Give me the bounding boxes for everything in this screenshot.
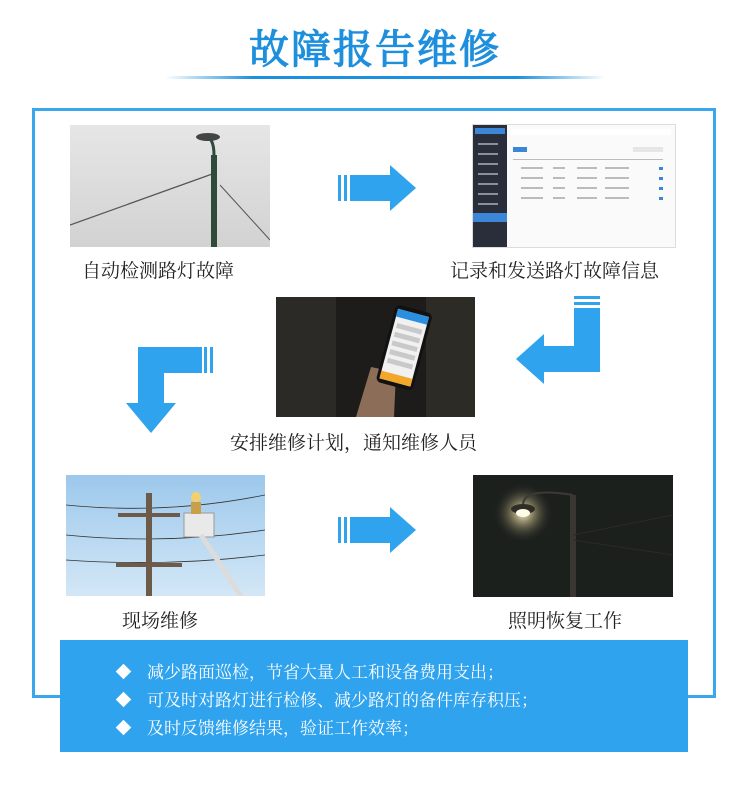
summary-item: 减少路面巡检，节省大量人工和设备费用支出； <box>118 658 504 683</box>
summary-item: 及时反馈维修结果，验证工作效率； <box>118 714 419 739</box>
dashboard-screenshot <box>472 124 676 248</box>
title-underline <box>165 76 605 79</box>
left-down-arrow-icon <box>126 343 216 435</box>
diamond-bullet-icon <box>116 719 132 735</box>
step-1-caption: 自动检测路灯故障 <box>82 260 235 282</box>
phone-photo <box>276 297 475 417</box>
step-3-caption: 安排维修计划，通知维修人员 <box>230 432 478 454</box>
repair-photo <box>66 475 265 596</box>
street-lamp-photo <box>70 125 270 247</box>
step-2-caption: 记录和发送路灯故障信息 <box>450 260 660 282</box>
summary-item: 可及时对路灯进行检修、减少路灯的备件库存积压； <box>118 686 538 711</box>
step-4-caption: 现场维修 <box>122 610 199 632</box>
lit-lamp-photo <box>473 475 673 597</box>
diamond-bullet-icon <box>116 663 132 679</box>
right-arrow-icon <box>338 165 416 211</box>
diamond-bullet-icon <box>116 691 132 707</box>
step-5-caption: 照明恢复工作 <box>508 610 623 632</box>
down-left-arrow-icon <box>516 296 606 388</box>
right-arrow-icon <box>338 507 416 553</box>
page-title: 故障报告维修 <box>249 27 501 73</box>
